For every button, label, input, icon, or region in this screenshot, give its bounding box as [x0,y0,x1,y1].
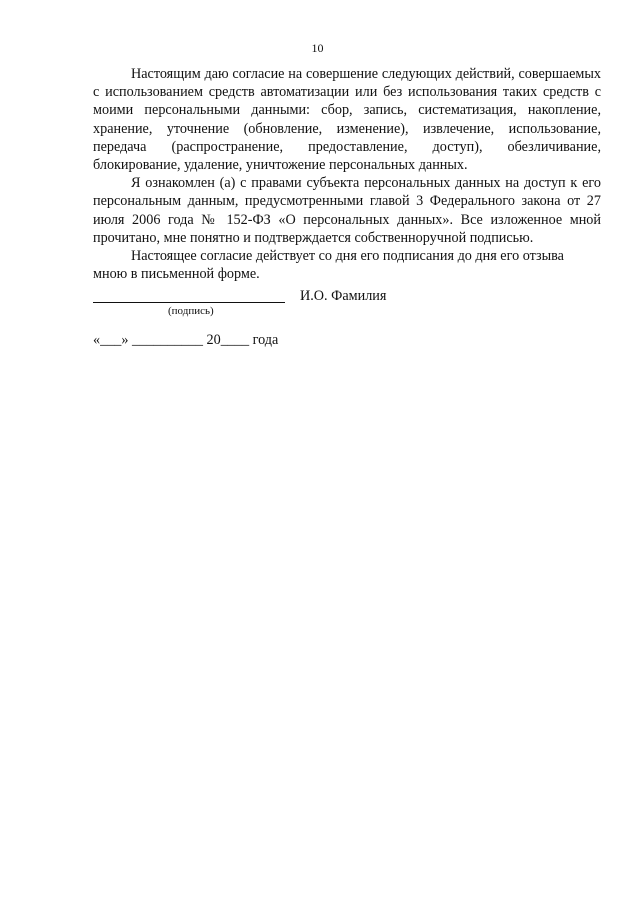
signature-line [93,302,285,303]
consent-paragraph-actions: Настоящим даю согласие на совершение следующих действий, совершаемых с использованием средств автоматизации или без использования таких средств с моими персональными данными: сбор, запись, систематизация, накопление, хранение, уточнение (обновление, изменение), извлечение, использование, передача (распространение, предоставление, доступ), обезличивание, блокирование, удаление, уничтожение персональных данных. [93,66,601,174]
consent-text [93,65,601,283]
signature-block [93,287,601,307]
consent-paragraph-validity: Настоящее согласие действует со дня его подписания до дня его отзыва мною в письменной форме. [93,248,564,283]
consent-paragraph-rights: Я ознакомлен (а) с правами субъекта персональных данных на доступ к его персональным данным, предусмотренными главой 3 Федерального закона от 27 июля 2006 года № 152-ФЗ «О персональных данных». Все изложенное мной прочитано, мне понятно и подтверждается собственноручной подписью. [93,175,601,246]
date-line: «___» __________ 20____ года [93,332,279,348]
signer-name: И.О. Фамилия [300,288,387,304]
signature-caption: (подпись) [168,305,214,317]
page-number: 10 [311,41,324,55]
